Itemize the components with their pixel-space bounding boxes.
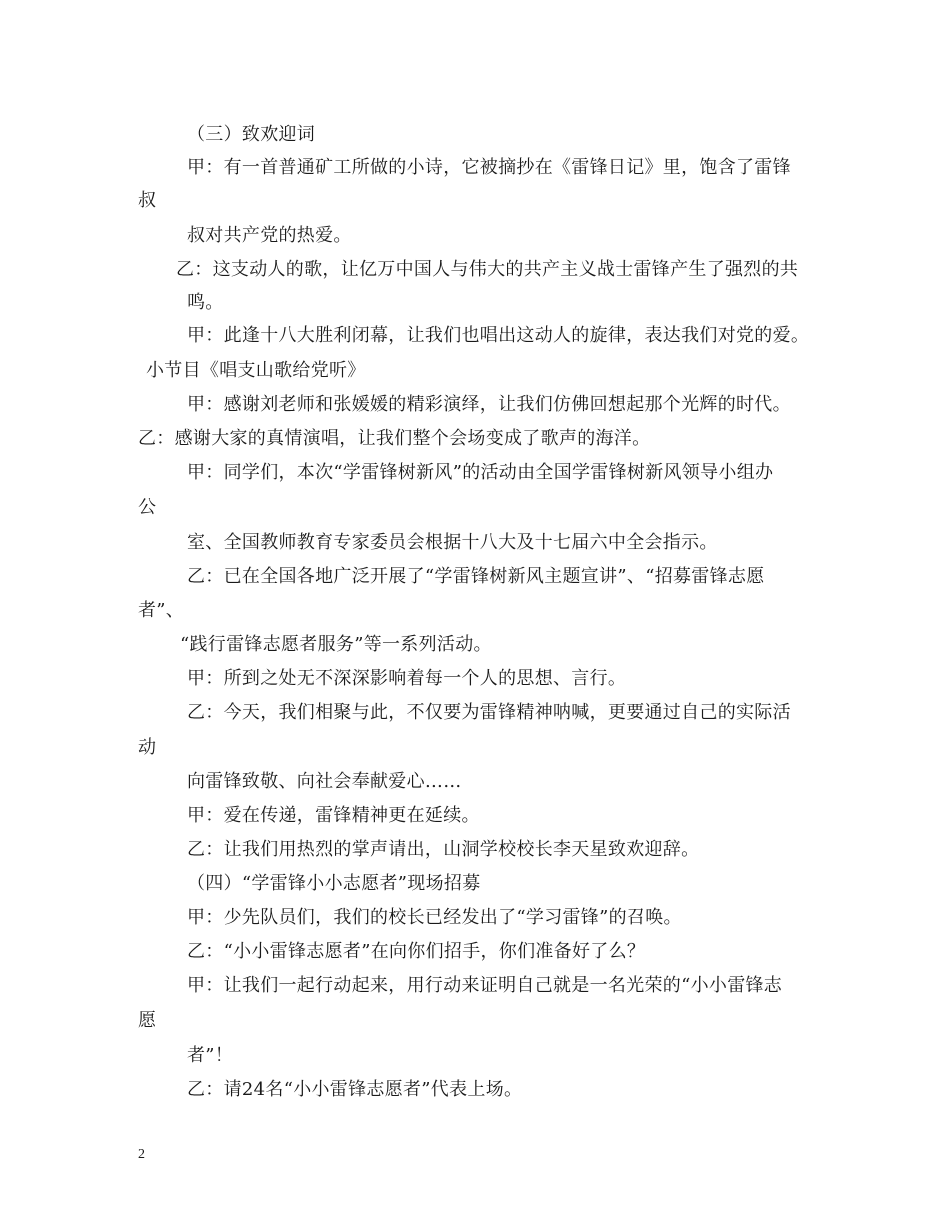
dialogue-line: 甲：感谢刘老师和张媛媛的精彩演绎，让我们仿佛回想起那个光辉的时代。 xyxy=(187,394,791,415)
dialogue-line: 甲：少先队员们，我们的校长已经发出了“学习雷锋”的召唤。 xyxy=(187,907,682,928)
dialogue-line: 室、全国教师教育专家委员会根据十八大及十七届六中全会指示。 xyxy=(187,532,718,553)
section-heading-3: （三）致欢迎词 xyxy=(187,124,316,145)
dialogue-line: 甲：同学们，本次“学雷锋树新风”的活动由全国学雷锋树新风领导小组办 xyxy=(187,462,774,483)
section-heading-4: （四）“学雷锋小小志愿者”现场招募 xyxy=(187,873,481,894)
dialogue-line: 公 xyxy=(138,497,157,518)
dialogue-line: 乙：请24名“小小雷锋志愿者”代表上场。 xyxy=(187,1079,523,1100)
dialogue-line: 甲：此逢十八大胜利闭幕，让我们也唱出这动人的旋律，表达我们对党的爱。 xyxy=(187,325,810,346)
dialogue-line: 乙：让我们用热烈的掌声请出，山洞学校校长李天星致欢迎辞。 xyxy=(187,839,700,860)
program-title: 小节目《唱支山歌给党听》 xyxy=(146,360,366,381)
dialogue-line: 甲：有一首普通矿工所做的小诗，它被摘抄在《雷锋日记》里，饱含了雷锋 xyxy=(187,157,791,178)
dialogue-line: 愿 xyxy=(138,1010,157,1031)
dialogue-line: 乙：这支动人的歌，让亿万中国人与伟大的共产主义战士雷锋产生了强烈的共 xyxy=(176,259,799,280)
dialogue-line: 乙：“小小雷锋志愿者”在向你们招手，你们准备好了么？ xyxy=(187,941,646,962)
dialogue-line: 者”！ xyxy=(187,1045,234,1066)
dialogue-line: 甲：让我们一起行动起来，用行动来证明自己就是一名光荣的“小小雷锋志 xyxy=(187,975,783,996)
dialogue-line: 动 xyxy=(138,737,157,758)
dialogue-line: 者”、 xyxy=(138,600,185,621)
dialogue-line: 叔 xyxy=(138,190,157,211)
dialogue-line: 叔对共产党的热爱。 xyxy=(187,225,352,246)
dialogue-line: 乙：今天，我们相聚与此，不仅要为雷锋精神呐喊，更要通过自己的实际活 xyxy=(187,702,791,723)
dialogue-line: “践行雷锋志愿者服务”等一系列活动。 xyxy=(180,634,492,655)
dialogue-line: 甲：所到之处无不深深影响着每一个人的思想、言行。 xyxy=(187,668,627,689)
dialogue-line: 向雷锋致敬、向社会奉献爱心…… xyxy=(187,771,462,792)
dialogue-line: 鸣。 xyxy=(187,292,224,313)
dialogue-line: 乙：已在全国各地广泛开展了“学雷锋树新风主题宣讲”、“招募雷锋志愿 xyxy=(187,566,765,587)
dialogue-line: 乙：感谢大家的真情演唱，让我们整个会场变成了歌声的海洋。 xyxy=(138,428,651,449)
dialogue-line: 甲：爱在传递，雷锋精神更在延续。 xyxy=(187,805,480,826)
page-number: 2 xyxy=(138,1147,145,1162)
